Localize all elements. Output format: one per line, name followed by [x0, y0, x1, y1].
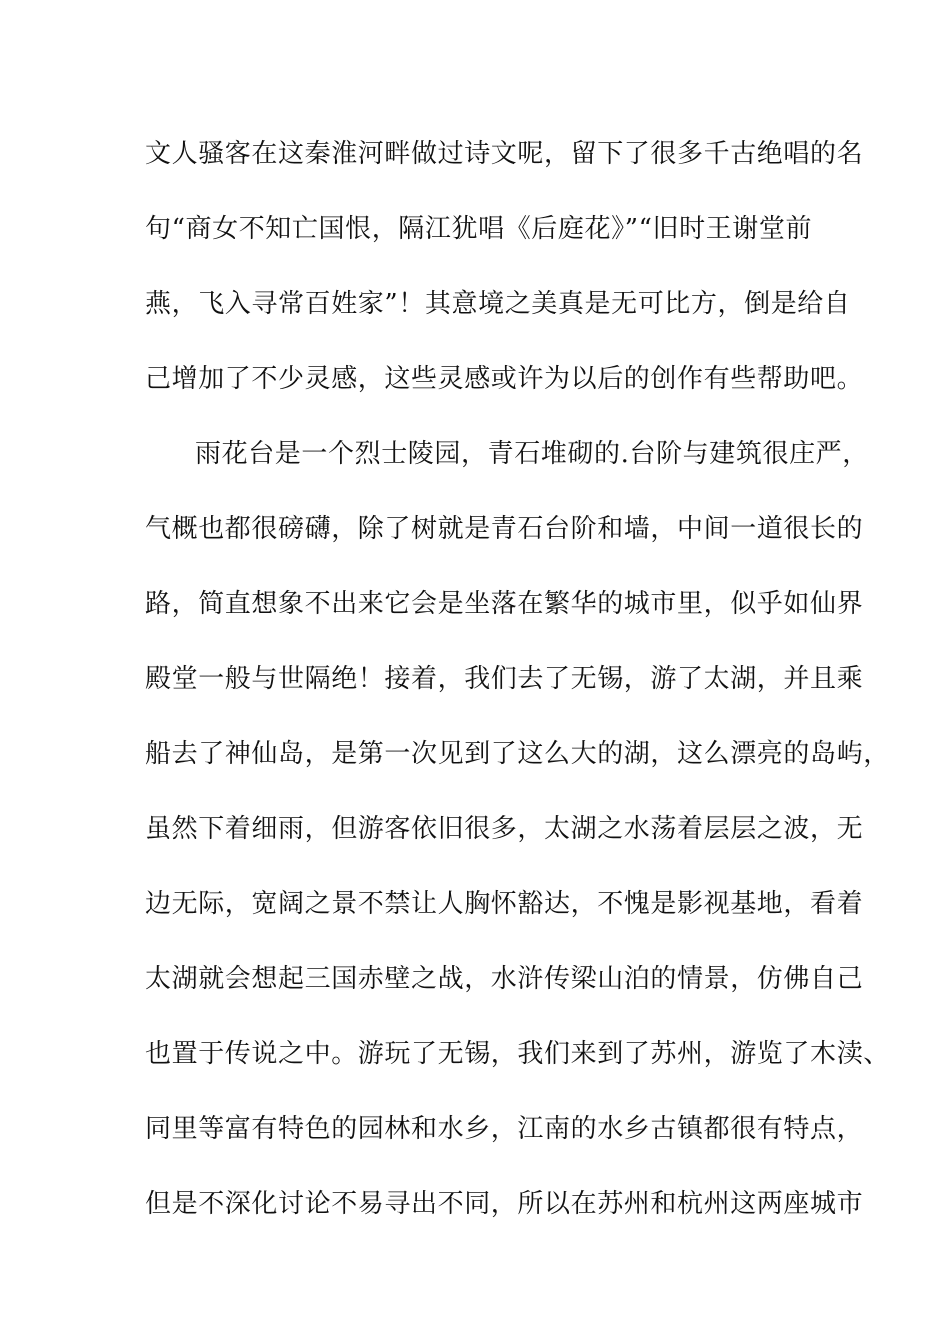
text-line: 船去了神仙岛，是第一次见到了这么大的湖，这么漂亮的岛屿，: [145, 739, 890, 769]
text-line: 但是不深化讨论不易寻出不同，所以在苏州和杭州这两座城市: [145, 1189, 864, 1219]
text-line: 虽然下着细雨，但游客依旧很多，太湖之水荡着层层之波，无: [145, 814, 864, 844]
text-line: 殿堂一般与世隔绝！接着，我们去了无锡，游了太湖，并且乘: [145, 664, 864, 694]
text-line-paragraph-start: 雨花台是一个烈士陵园，青石堆砌的.台阶与建筑很庄严，: [195, 439, 869, 469]
text-line: 路，简直想象不出来它会是坐落在繁华的城市里，似乎如仙界: [145, 589, 864, 619]
text-line: 气概也都很磅礴，除了树就是青石台阶和墙，中间一道很长的: [145, 514, 864, 544]
text-line: 燕，飞入寻常百姓家”！其意境之美真是无可比方，倒是给自: [145, 289, 851, 319]
text-line: 也置于传说之中。游玩了无锡，我们来到了苏州，游览了木渎、: [145, 1039, 890, 1069]
text-line: 文人骚客在这秦淮河畔做过诗文呢，留下了很多千古绝唱的名: [145, 139, 864, 169]
text-line: 边无际，宽阔之景不禁让人胸怀豁达，不愧是影视基地，看着: [145, 889, 864, 919]
text-line: 句“商女不知亡国恨，隔江犹唱《后庭花》”“旧时王谢堂前: [145, 214, 813, 244]
text-line: 太湖就会想起三国赤壁之战，水浒传梁山泊的情景，仿佛自己: [145, 964, 864, 994]
text-line: 同里等富有特色的园林和水乡，江南的水乡古镇都很有特点，: [145, 1114, 864, 1144]
text-line: 己增加了不少灵感，这些灵感或许为以后的创作有些帮助吧。: [145, 364, 864, 394]
